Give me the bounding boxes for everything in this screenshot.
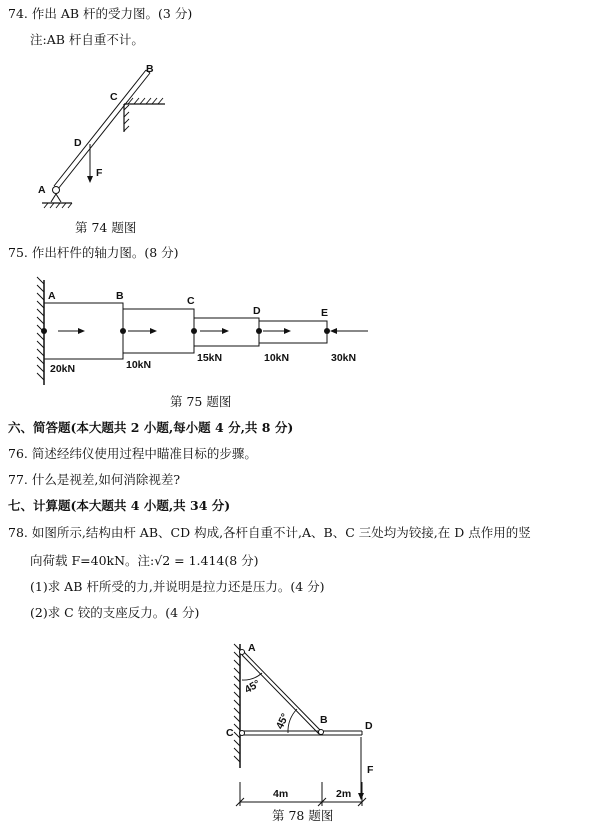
q78-line1: 78. 如图所示,结构由杆 AB、CD 构成,各杆自重不计,A、B、C 三处均为铰接,在 D 点作用的竖 (8, 525, 531, 540)
q77-text: 77. 什么是视差,如何消除视差? (8, 472, 181, 487)
fig78-label-a: A (248, 642, 256, 654)
fig78-label-d: D (365, 720, 373, 732)
fig75-force-label-a: 20kN (50, 363, 76, 375)
q76-text: 76. 简述经纬仪使用过程中瞄准目标的步骤。 (8, 446, 257, 461)
section6-title: 六、简答题(本大题共 2 小题,每小题 4 分,共 8 分) (8, 420, 294, 435)
fig78-label-f: F (367, 764, 374, 776)
fig74-support-c (124, 98, 165, 132)
q75-title: 75. 作出杆件的轴力图。(8 分) (8, 245, 179, 260)
q78-sub1: (1)求 AB 杆所受的力,并说明是拉力还是压力。(4 分) (30, 579, 325, 594)
fig74-diagram (38, 63, 165, 208)
fig74-label-b: B (146, 63, 154, 75)
fig75-force-label-c: 15kN (197, 352, 223, 364)
fig74-pin-a (42, 187, 72, 209)
fig75-label-d: D (253, 305, 261, 317)
fig74-label-a: A (38, 184, 46, 196)
fig78-wall (234, 644, 240, 768)
fig74-label-f: F (96, 167, 103, 179)
section7-title: 七、计算题(本大题共 4 小题,共 34 分) (8, 498, 231, 513)
q78-sub2: (2)求 C 铰的支座反力。(4 分) (30, 605, 200, 620)
fig75-force-label-d: 10kN (264, 352, 290, 364)
fig78-label-c: C (226, 727, 234, 739)
fig78-diagram (226, 642, 374, 806)
q78-caption: 第 78 题图 (272, 808, 334, 823)
fig75-label-c: C (187, 295, 195, 307)
fig75-diagram (37, 277, 368, 385)
fig78-dim-4m: 4m (273, 788, 289, 800)
fig74-label-d: D (74, 137, 82, 149)
fig75-label-a: A (48, 290, 56, 302)
fig75-label-b: B (116, 290, 124, 302)
fig75-label-e: E (321, 307, 329, 319)
q74-title: 74. 作出 AB 杆的受力图。(3 分) (8, 6, 193, 21)
fig78-angle-bottom: 45° (273, 711, 292, 732)
q74-note: 注:AB 杆自重不计。 (30, 32, 144, 47)
fig78-dim-2m: 2m (336, 788, 352, 800)
fig78-angle-top: 45° (242, 677, 263, 697)
fig75-force-label-e: 30kN (331, 352, 357, 364)
fig75-force-label-b: 10kN (126, 359, 152, 371)
fig78-label-b: B (320, 714, 328, 726)
fig74-label-c: C (110, 91, 118, 103)
q75-caption: 第 75 题图 (170, 394, 232, 409)
q74-caption: 第 74 题图 (75, 220, 137, 235)
q78-line2: 向荷载 F=40kN。注:√2 = 1.414(8 分) (30, 553, 259, 568)
